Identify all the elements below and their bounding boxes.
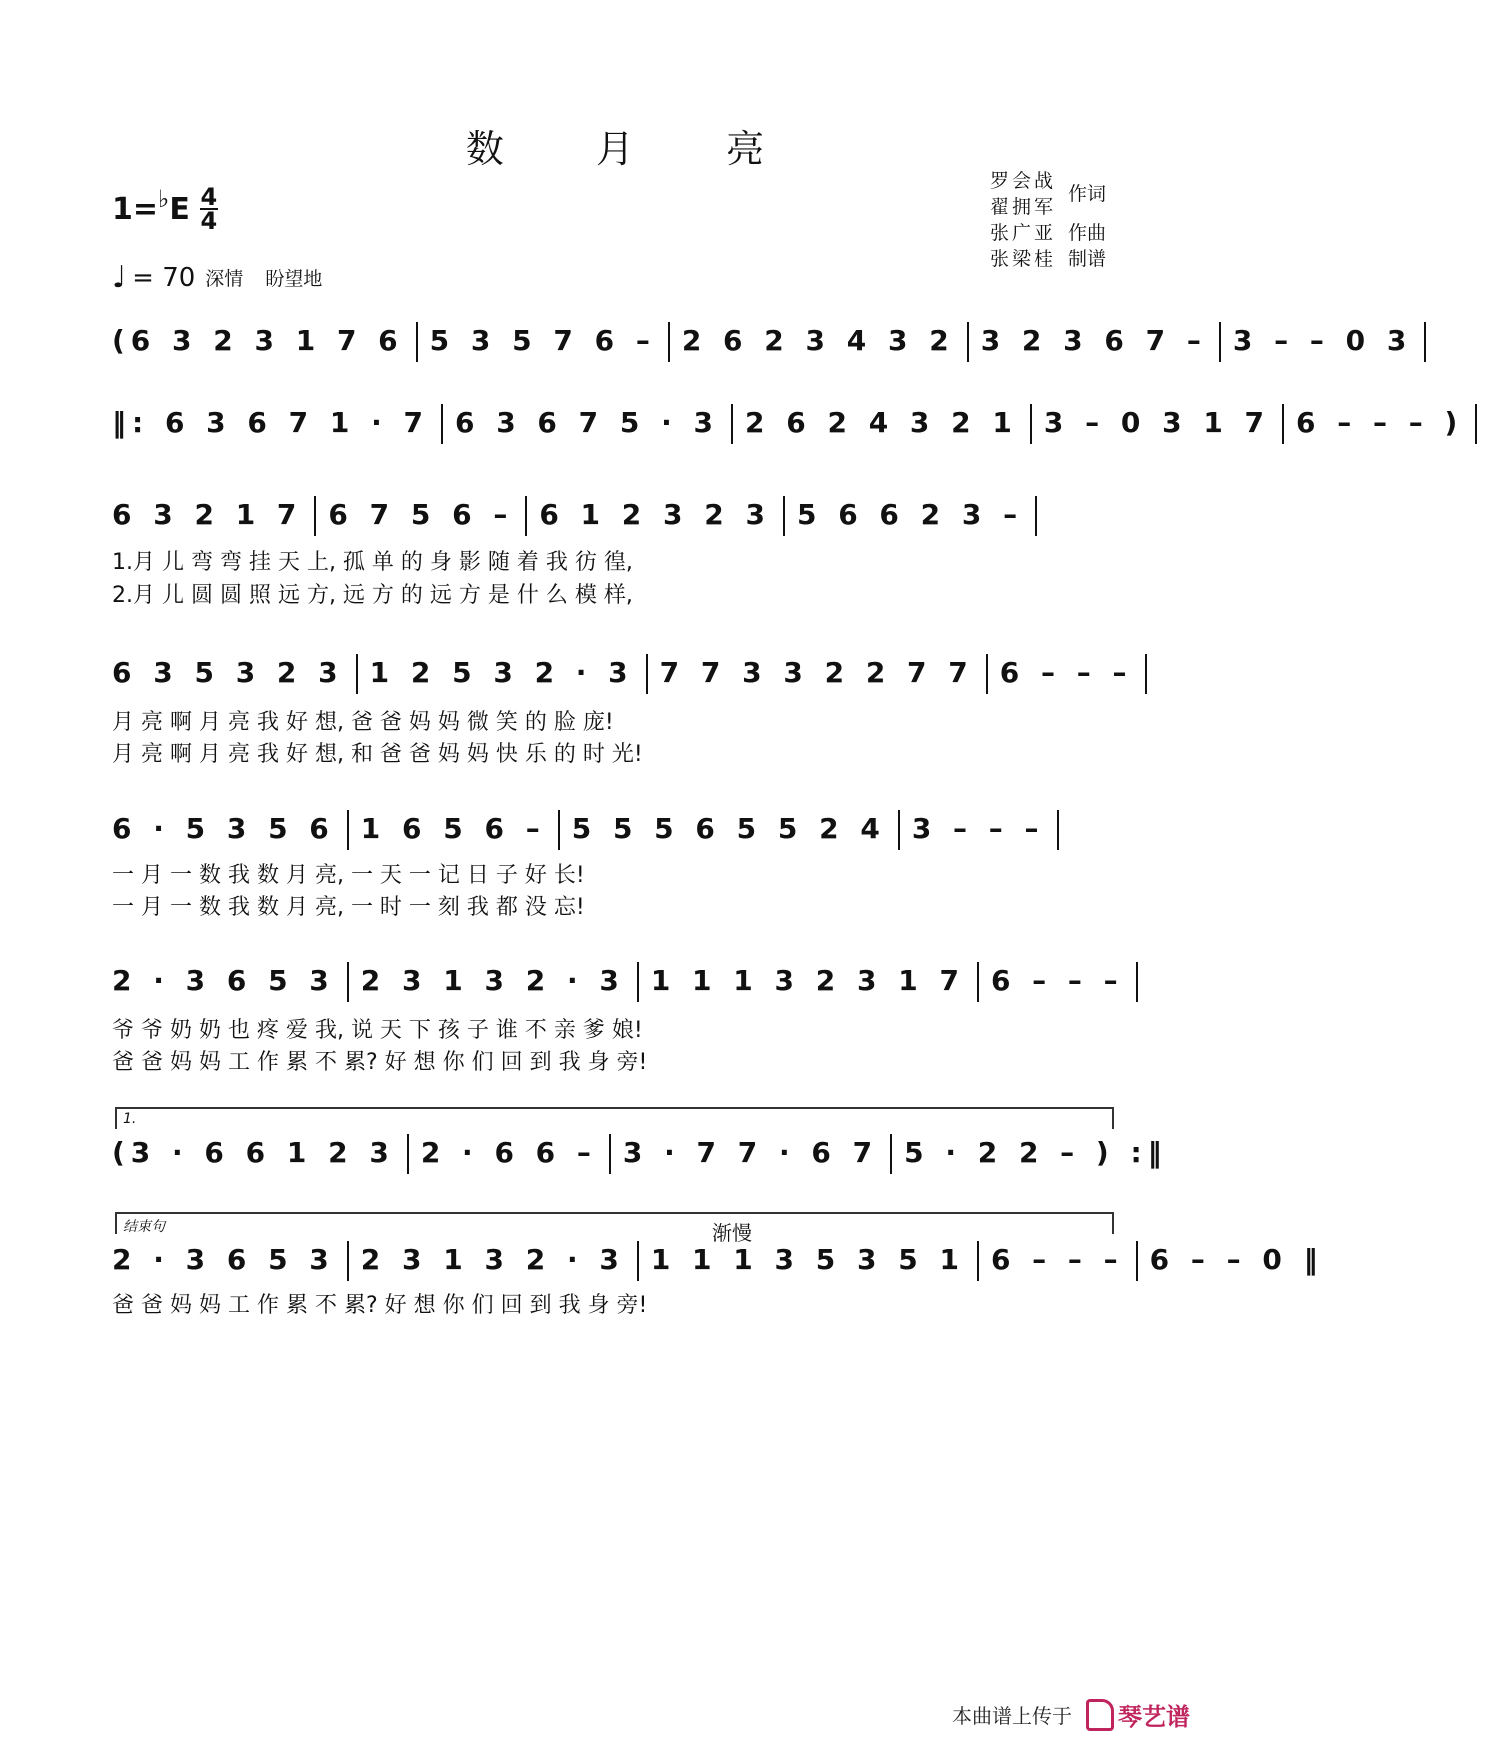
measure: 2 6 2 3 4 3 2 <box>681 324 955 357</box>
brand-name: 琴艺谱 <box>1118 1703 1190 1731</box>
measure: 5 3 5 7 6 – <box>429 324 656 357</box>
barline <box>347 810 349 850</box>
measure: 1 1 1 3 2 3 1 7 <box>650 964 965 997</box>
barline <box>1145 654 1147 694</box>
lyric-v2-line2: 月 亮 啊 月 亮 我 好 想, 和 爸 爸 妈 妈 快 乐 的 时 光! <box>112 742 643 767</box>
barline <box>558 810 560 850</box>
footer-watermark <box>952 1697 1190 1732</box>
score-line-intro-2 <box>112 404 1464 444</box>
logo-icon <box>1086 1699 1114 1731</box>
measure: 6 – – – <box>999 656 1133 689</box>
measure: (3 · 6 6 1 2 3 <box>112 1136 395 1169</box>
lyricist-name-1: 罗会战 <box>990 170 1057 192</box>
lyric-v1-line3: 一 月 一 数 我 数 月 亮, 一 天 一 记 日 子 好 长! <box>112 863 585 888</box>
measure: 6 – – 0 ‖ <box>1149 1243 1324 1276</box>
tempo-value: = 70 <box>132 262 196 293</box>
song-title: 数 月 亮 <box>465 127 805 171</box>
tempo-expression <box>205 264 338 291</box>
lyricist-role: 作词 <box>1068 183 1107 205</box>
tempo-marking <box>112 260 338 295</box>
measure: 1 2 5 3 2 · 3 <box>369 656 634 689</box>
measure: 6 1 2 3 2 3 <box>539 498 771 531</box>
measure: ‖: 6 3 6 7 1 · 7 <box>112 406 429 439</box>
key-signature <box>112 183 218 235</box>
lyric-v2-line4: 爸 爸 妈 妈 工 作 累 不 累? 好 想 你 们 回 到 我 身 旁! <box>112 1050 648 1075</box>
quarter-note-icon: ♩ <box>112 260 127 295</box>
barline <box>314 496 316 536</box>
measure: 6 7 5 6 – <box>328 498 514 531</box>
lyricist-name-2: 翟拥军 <box>990 196 1057 218</box>
arranger-role: 制谱 <box>1068 248 1107 270</box>
expression-2: 盼望地 <box>265 268 323 290</box>
footer-text: 本曲谱上传于 <box>952 1704 1072 1728</box>
arranger-credit <box>990 246 1106 272</box>
barline <box>1057 810 1059 850</box>
score-line-interlude <box>112 1134 1168 1174</box>
barline <box>525 496 527 536</box>
flat-icon: ♭ <box>158 185 170 213</box>
lyric-v2-line1: 2.月 儿 圆 圆 照 远 方, 远 方 的 远 方 是 什 么 模 样, <box>112 583 633 608</box>
barline <box>646 654 648 694</box>
barline <box>890 1134 892 1174</box>
barline <box>347 1241 349 1281</box>
barline <box>356 654 358 694</box>
barline <box>977 1241 979 1281</box>
barline <box>967 322 969 362</box>
measure: 6 – – – ) <box>1296 406 1464 439</box>
lyricist-credit <box>990 168 1106 220</box>
time-signature <box>200 183 218 235</box>
barline <box>1219 322 1221 362</box>
barline <box>407 1134 409 1174</box>
measure: 3 – – 0 3 <box>1232 324 1413 357</box>
measure: 6 3 6 7 5 · 3 <box>454 406 719 439</box>
measure: 6 · 5 3 5 6 <box>112 812 335 845</box>
volta-ending <box>115 1212 1114 1234</box>
measure: 2 · 3 6 5 3 <box>112 964 335 997</box>
measure: 5 5 5 6 5 5 2 4 <box>571 812 886 845</box>
composer-name: 张广亚 <box>990 222 1057 244</box>
barline <box>1282 404 1284 444</box>
score-line-ending <box>112 1241 1324 1281</box>
measure: 3 2 3 6 7 – <box>980 324 1207 357</box>
barline <box>1424 322 1426 362</box>
arranger-name: 张梁桂 <box>990 248 1057 270</box>
barline <box>1136 1241 1138 1281</box>
key-letter: E <box>169 191 190 227</box>
barline <box>898 810 900 850</box>
volta-first-ending <box>115 1107 1114 1129</box>
composer-role: 作曲 <box>1068 222 1107 244</box>
measure: 2 · 6 6 – <box>420 1136 597 1169</box>
measure: 3 – 0 3 1 7 <box>1043 406 1271 439</box>
measure: 6 – – – <box>990 1243 1124 1276</box>
ending-label: 结束句 <box>123 1219 165 1235</box>
score-line-verse-2 <box>112 654 1133 694</box>
barline <box>1136 962 1138 1002</box>
measure: 1 6 5 6 – <box>360 812 546 845</box>
barline <box>668 322 670 362</box>
barline <box>441 404 443 444</box>
lyric-v1-line2: 月 亮 啊 月 亮 我 好 想, 爸 爸 妈 妈 微 笑 的 脸 庞! <box>112 710 614 735</box>
score-line-verse-3 <box>112 810 1112 850</box>
measure: 2 · 3 6 5 3 <box>112 1243 335 1276</box>
barline <box>731 404 733 444</box>
barline <box>609 1134 611 1174</box>
barline <box>347 962 349 1002</box>
measure: 5 · 2 2 – ) :‖ <box>904 1136 1168 1169</box>
measure: 3 – – – <box>911 812 1045 845</box>
barline <box>637 962 639 1002</box>
measure: 2 3 1 3 2 · 3 <box>360 1243 625 1276</box>
barline <box>1035 496 1037 536</box>
barline <box>783 496 785 536</box>
measure: 2 6 2 4 3 2 1 <box>745 406 1018 439</box>
volta-label: 1. <box>123 1111 137 1127</box>
lyric-v1-line1: 1.月 儿 弯 弯 挂 天 上, 孤 单 的 身 影 随 着 我 彷 徨, <box>112 550 633 575</box>
barline <box>986 654 988 694</box>
measure: 3 · 7 7 · 6 7 <box>622 1136 879 1169</box>
expression-1: 深情 <box>205 268 244 290</box>
lyric-v2-line3: 一 月 一 数 我 数 月 亮, 一 时 一 刻 我 都 没 忘! <box>112 895 585 920</box>
credits <box>990 168 1106 272</box>
measure: 6 – – – <box>990 964 1124 997</box>
composer-credit <box>990 220 1106 246</box>
score-line-verse-1 <box>112 496 1112 536</box>
time-top: 4 <box>200 183 218 211</box>
measure: 6 3 2 1 7 <box>112 498 303 531</box>
measure: 5 6 6 2 3 – <box>796 498 1024 531</box>
lyric-v1-line4: 爷 爷 奶 奶 也 疼 爱 我, 说 天 下 孩 子 谁 不 亲 爹 娘! <box>112 1018 643 1043</box>
score-line-verse-4 <box>112 962 1124 1002</box>
key-prefix: 1= <box>112 191 159 227</box>
measure: 1 1 1 3 5 3 5 1 <box>650 1243 965 1276</box>
measure: 6 3 5 3 2 3 <box>112 656 344 689</box>
barline <box>977 962 979 1002</box>
barline <box>1475 404 1477 444</box>
lyric-ending: 爸 爸 妈 妈 工 作 累 不 累? 好 想 你 们 回 到 我 身 旁! <box>112 1293 648 1318</box>
barline <box>637 1241 639 1281</box>
measure: (6 3 2 3 1 7 6 <box>112 324 404 357</box>
measure: 2 3 1 3 2 · 3 <box>360 964 625 997</box>
time-bottom: 4 <box>200 207 218 235</box>
score-line-intro-1 <box>112 322 1413 362</box>
slowing-marking: 渐慢 <box>712 1221 752 1245</box>
barline <box>1030 404 1032 444</box>
barline <box>416 322 418 362</box>
measure: 7 7 3 3 2 2 7 7 <box>659 656 974 689</box>
